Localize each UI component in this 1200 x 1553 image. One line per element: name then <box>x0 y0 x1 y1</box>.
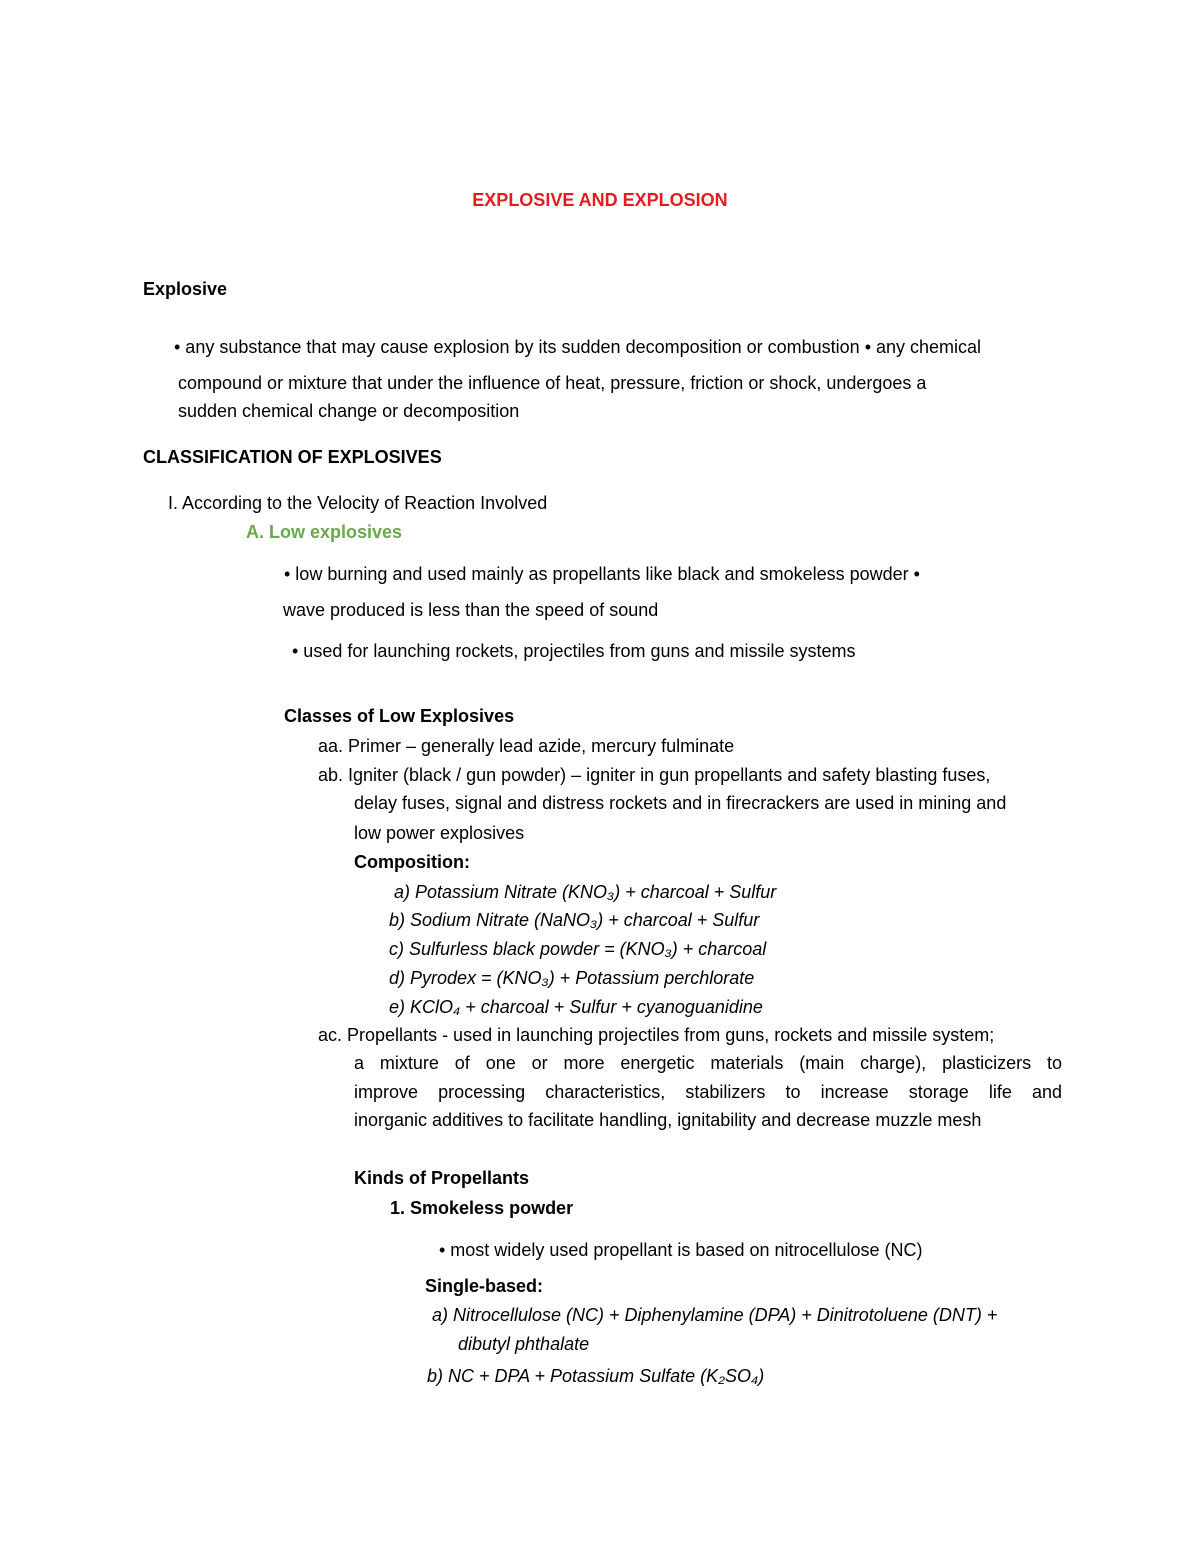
composition-d: d) Pyrodex = (KNO₃) + Potassium perchlorate <box>389 968 755 988</box>
single-based-a-line-2: dibutyl phthalate <box>458 1334 590 1354</box>
class-ab-line-1: ab. Igniter (black / gun powder) – igniter in gun propellants and safety blasting fuses, <box>318 765 991 785</box>
class-ac-line-1: ac. Propellants - used in launching projectiles from guns, rockets and missile system; <box>318 1025 995 1045</box>
explosive-definition-line-1: • any substance that may cause explosion by its sudden decomposition or combustion • any chemical <box>174 337 982 357</box>
composition-a: a) Potassium Nitrate (KNO₃) + charcoal + Sulfur <box>394 882 777 902</box>
single-based-heading: Single-based: <box>425 1276 544 1296</box>
explosive-definition-line-2: compound or mixture that under the influence of heat, pressure, friction or shock, undergoes a <box>178 373 927 393</box>
single-based-a-line-1: a) Nitrocellulose (NC) + Diphenylamine (DPA) + Dinitrotoluene (DNT) + <box>432 1305 998 1325</box>
page-title: EXPLOSIVE AND EXPLOSION <box>472 190 728 210</box>
low-explosives-heading: A. Low explosives <box>246 522 403 542</box>
composition-b: b) Sodium Nitrate (NaNO₃) + charcoal + Sulfur <box>389 910 760 930</box>
propellants-heading: Kinds of Propellants <box>354 1168 530 1188</box>
class-ab-line-2: delay fuses, signal and distress rockets and in firecrackers are used in mining and <box>354 793 1007 813</box>
smokeless-powder-bullet: • most widely used propellant is based on nitrocellulose (NC) <box>439 1240 923 1260</box>
composition-heading: Composition: <box>354 852 470 872</box>
smokeless-powder-heading: 1. Smokeless powder <box>390 1198 574 1218</box>
class-ac-line-3: improve processing characteristics, stabilizers to increase storage life and <box>354 1082 1062 1102</box>
class-ac-line-4: inorganic additives to facilitate handling, ignitability and decrease muzzle mesh <box>354 1110 982 1130</box>
class-aa: aa. Primer – generally lead azide, mercury fulminate <box>318 736 735 756</box>
low-explosives-bullet-1: • low burning and used mainly as propellants like black and smokeless powder • <box>284 564 920 584</box>
explosive-definition-line-3: sudden chemical change or decomposition <box>178 401 520 421</box>
single-based-b: b) NC + DPA + Potassium Sulfate (K₂SO₄) <box>427 1366 765 1386</box>
low-explosives-bullet-2: • used for launching rockets, projectiles from guns and missile systems <box>292 641 856 661</box>
explosive-heading: Explosive <box>143 279 228 299</box>
classification-item-i: I. According to the Velocity of Reaction Involved <box>168 493 548 513</box>
classes-heading: Classes of Low Explosives <box>284 706 515 726</box>
composition-c: c) Sulfurless black powder = (KNO₃) + charcoal <box>389 939 767 959</box>
class-ac-line-2: a mixture of one or more energetic materials (main charge), plasticizers to <box>354 1053 1062 1073</box>
class-ab-line-3: low power explosives <box>354 823 525 843</box>
composition-e: e) KClO₄ + charcoal + Sulfur + cyanoguanidine <box>389 997 763 1017</box>
classification-heading: CLASSIFICATION OF EXPLOSIVES <box>143 447 442 467</box>
low-explosives-bullet-1-cont: wave produced is less than the speed of sound <box>283 600 659 620</box>
